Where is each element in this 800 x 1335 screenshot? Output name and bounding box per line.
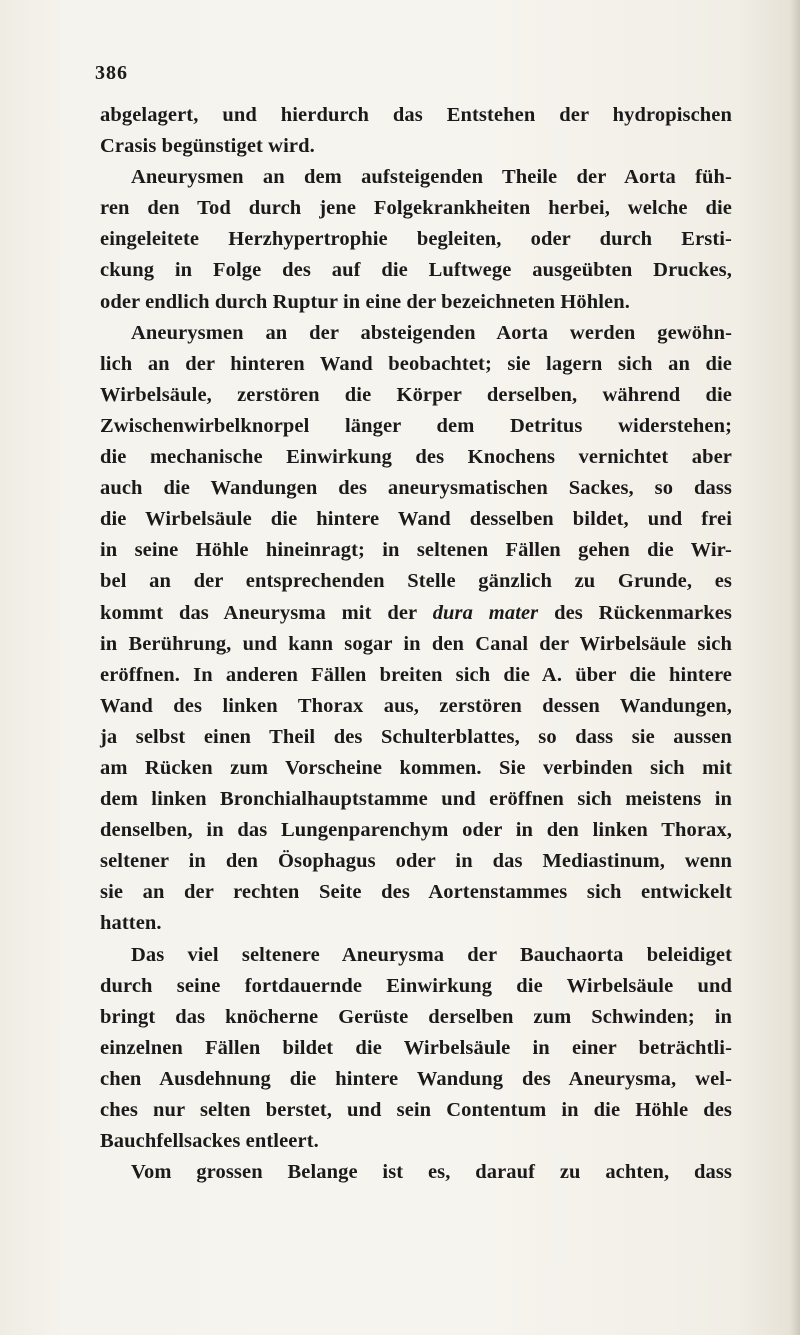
text-line: Crasis begünstiget wird. [100,135,315,158]
text-line-with-italic [100,598,732,629]
text-line: Bauchfellsackes entleert. [100,1130,319,1153]
text-line: oder endlich durch Ruptur in eine der bezeichneten Höhlen. [100,290,630,313]
text-line: in seine Höhle hineinragt; in seltenen Fällen gehen die Wir- [100,539,732,562]
text-line: Das viel seltenere Aneurysma der Bauchaorta beleidiget [131,943,732,966]
text-segment: des Rückenmarkes [538,601,732,624]
text-line: Aneurysmen an dem aufsteigenden Theile der Aorta füh- [131,166,732,189]
text-line: eingeleitete Herzhypertrophie begleiten, oder durch Ersti- [100,228,732,251]
body-text [100,100,732,1188]
text-line: seltener in den Ösophagus oder in das Mediastinum, wenn [100,850,732,873]
text-line: ches nur selten berstet, und sein Contentum in die Höhle des [100,1099,732,1121]
text-line: bringt das knöcherne Gerüste derselben zum Schwinden; in [100,1005,732,1028]
page-number: 386 [95,62,128,84]
text-line: bel an der entsprechenden Stelle gänzlich zu Grunde, es [100,570,732,593]
text-line: ren den Tod durch jene Folgekrankheiten herbei, welche die [100,197,732,220]
text-line: eröffnen. In anderen Fällen breiten sich die A. über die hintere [100,663,732,686]
text-line: die mechanische Einwirkung des Knochens vernichtet aber [100,446,732,469]
page-edge-shadow [790,0,800,1335]
text-line: dem linken Bronchialhauptstamme und eröffnen sich meistens in [100,788,732,811]
text-line: Zwischenwirbelknorpel länger dem Detritus widerstehen; [100,414,732,437]
text-line: denselben, in das Lungenparenchym oder in den linken Thorax, [100,819,732,842]
text-line: Aneurysmen an der absteigenden Aorta werden gewöhn- [131,321,732,344]
text-line: in Berührung, und kann sogar in den Canal der Wirbelsäule sich [100,632,732,655]
text-line: einzelnen Fällen bildet die Wirbelsäule in einer beträchtli- [100,1036,732,1059]
text-line: ja selbst einen Theil des Schulterblattes, so dass sie aussen [100,725,732,748]
text-line: abgelagert, und hierdurch das Entstehen der hydropischen [100,104,732,126]
text-line: auch die Wandungen des aneurysmatischen Sackes, so dass [100,477,732,500]
text-line: am Rücken zum Vorscheine kommen. Sie verbinden sich mit [100,756,732,779]
text-line: durch seine fortdauernde Einwirkung die Wirbelsäule und [100,974,732,997]
text-line: Wand des linken Thorax aus, zerstören dessen Wandungen, [100,694,732,717]
italic-term: dura mater [432,601,539,624]
text-line: chen Ausdehnung die hintere Wandung des Aneurysma, wel- [100,1067,732,1090]
text-line: sie an der rechten Seite des Aortenstammes sich entwickelt [100,881,732,904]
text-line: Wirbelsäule, zerstören die Körper derselben, während die [100,383,732,406]
text-line: Vom grossen Belange ist es, darauf zu achten, dass [131,1161,732,1184]
text-segment: kommt das Aneurysma mit der [100,601,433,624]
text-line: lich an der hinteren Wand beobachtet; sie lagern sich an die [100,352,732,375]
text-line: hatten. [100,912,162,935]
text-line: ckung in Folge des auf die Luftwege ausgeübten Druckes, [100,259,732,282]
text-line: die Wirbelsäule die hintere Wand desselben bildet, und frei [100,508,732,531]
